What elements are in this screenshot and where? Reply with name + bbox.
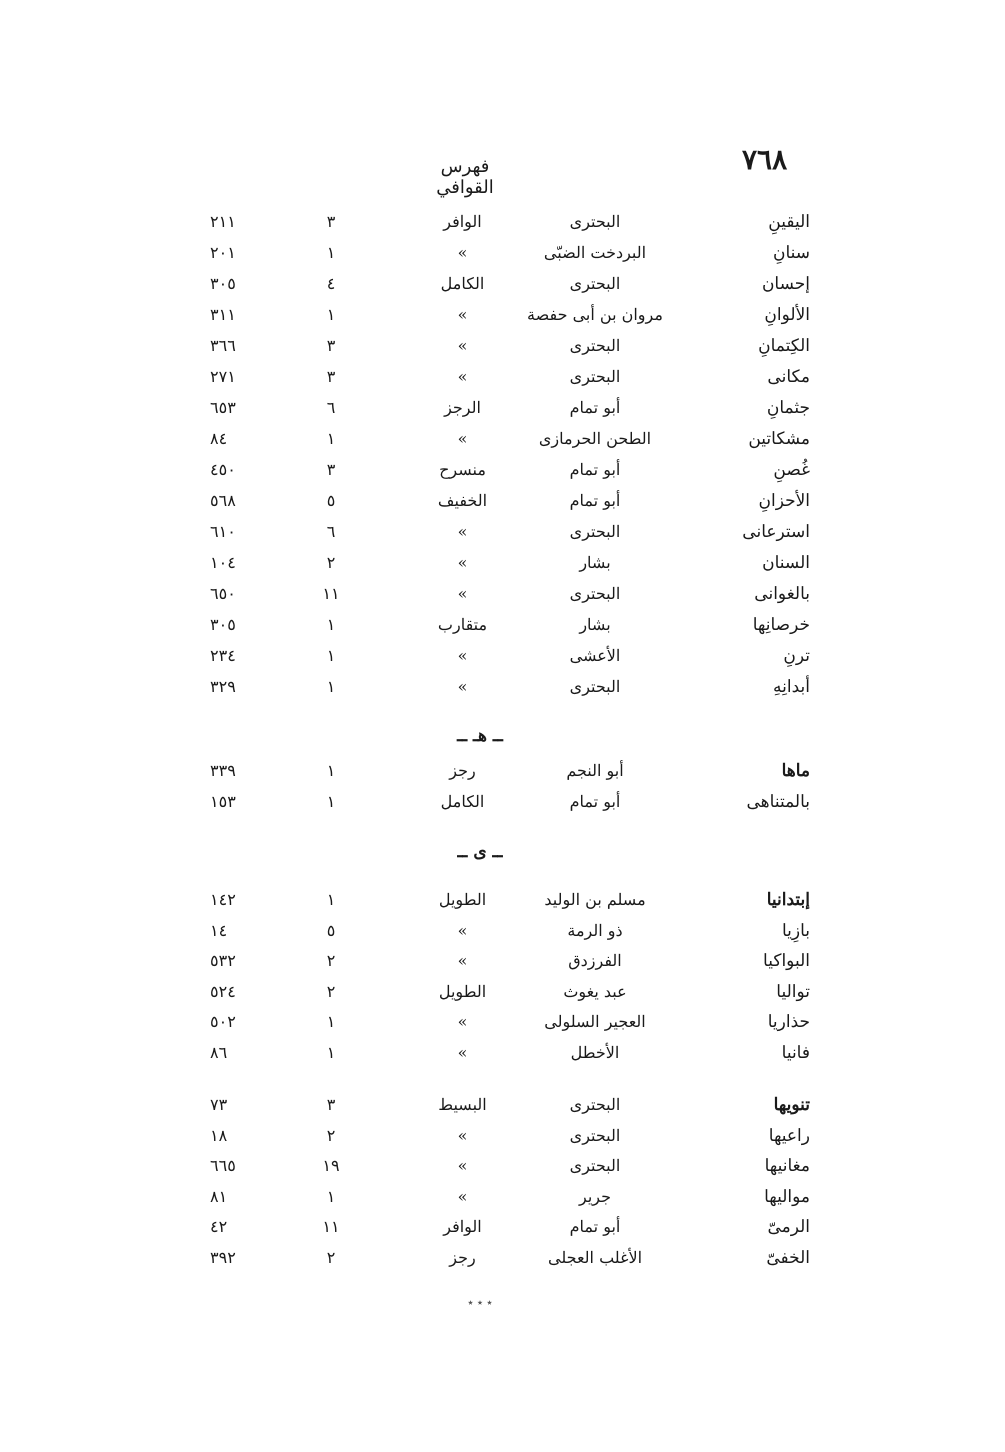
verse-count: ١	[326, 677, 336, 696]
meter-name: رجز	[449, 761, 476, 780]
rhyme-word: تواليا	[776, 981, 810, 1002]
index-row	[0, 1090, 1005, 1120]
meter-name: »	[457, 429, 468, 448]
page-ref: ١٥٣	[210, 792, 236, 811]
poet-name: البحترى	[569, 336, 621, 355]
index-row	[0, 486, 1005, 516]
index-row	[0, 455, 1005, 485]
rhyme-word: بالمتناهى	[746, 792, 810, 812]
verse-count: ١	[326, 243, 336, 262]
index-row	[0, 1151, 1005, 1181]
page-ref: ٦١٠	[210, 522, 236, 541]
poet-name: الأغلب العجلى	[547, 1247, 643, 1267]
poet-name: جرير	[579, 1186, 611, 1206]
verse-count: ١	[326, 792, 336, 811]
rhyme-word: الخفىّ	[766, 1247, 810, 1268]
meter-name: »	[457, 1012, 468, 1032]
verse-count: ٣	[326, 212, 336, 231]
rhyme-word: غُصنِ	[773, 460, 810, 480]
rhyme-word: سنانِ	[772, 243, 810, 263]
poet-name: البحترى	[569, 522, 621, 541]
poet-name: البحترى	[569, 367, 621, 386]
poet-name: البحترى	[569, 212, 621, 231]
verse-count: ٣	[326, 1095, 336, 1114]
index-row	[0, 787, 1005, 817]
page-ref: ١٨	[210, 1125, 228, 1145]
meter-name: »	[457, 646, 468, 665]
verse-count: ٢	[326, 1125, 336, 1145]
page-ref: ٤٥٠	[210, 460, 236, 479]
index-row	[0, 300, 1005, 330]
meter-name: »	[457, 1186, 468, 1206]
index-row	[0, 916, 1005, 946]
rhyme-word: راعيها	[768, 1125, 810, 1146]
poet-name: بشار	[579, 615, 611, 634]
index-row	[0, 424, 1005, 454]
verse-count: ٣	[326, 336, 336, 355]
rhyme-word: إبتدانيا	[766, 890, 810, 910]
page-ref: ٨٤	[210, 429, 228, 448]
meter-name: الخفيف	[437, 491, 488, 510]
index-row	[0, 641, 1005, 671]
page-ref: ٦٦٥	[210, 1156, 236, 1175]
page-ref: ٣٦٦	[210, 336, 236, 355]
page-title: فهرس القوافي	[436, 156, 494, 198]
poet-name: البحترى	[569, 274, 621, 293]
page-ref: ٦٥٣	[210, 398, 236, 417]
poet-name: أبو تمام	[569, 792, 621, 811]
verse-count: ٥	[326, 920, 336, 940]
poet-name: البحترى	[569, 1095, 621, 1114]
verse-count: ١	[326, 305, 336, 324]
page-ref: ٣٠٥	[210, 274, 236, 293]
page-ref: ٣٢٩	[210, 677, 236, 696]
poet-name: ذو الرمة	[567, 920, 623, 940]
poet-name: أبو تمام	[569, 491, 621, 510]
index-row	[0, 362, 1005, 392]
index-row	[0, 672, 1005, 702]
verse-count: ٣	[326, 367, 336, 386]
page-ref: ٤٢	[210, 1217, 228, 1236]
meter-name: الكامل	[440, 792, 485, 811]
rhyme-word: إحسان	[761, 274, 810, 294]
meter-name: الكامل	[440, 274, 485, 293]
verse-count: ١١	[322, 584, 340, 603]
rhyme-word: مكانى	[767, 367, 810, 387]
index-row	[0, 579, 1005, 609]
verse-count: ٢	[326, 981, 336, 1001]
rhyme-word: الألوانِ	[764, 305, 810, 325]
meter-name: »	[457, 336, 468, 355]
poet-name: العجير السلولى	[544, 1012, 646, 1032]
index-row	[0, 756, 1005, 786]
poet-name: أبو تمام	[569, 1217, 621, 1236]
index-row	[0, 977, 1005, 1007]
verse-count: ١	[326, 429, 336, 448]
rhyme-word: تنويها	[773, 1095, 810, 1115]
verse-count: ٦	[326, 522, 336, 541]
index-row	[0, 517, 1005, 547]
index-row	[0, 1243, 1005, 1273]
rhyme-word: الرمىّ	[767, 1217, 810, 1237]
verse-count: ١٩	[322, 1156, 340, 1175]
rhyme-word: ماها	[781, 761, 810, 781]
end-mark: ٭ ٭ ٭	[467, 1296, 493, 1309]
section-heading-ha: ــ هـ ــ	[457, 726, 503, 746]
rhyme-word: الأحزانِ	[758, 491, 810, 511]
poet-name: الأخطل	[570, 1043, 620, 1062]
index-row	[0, 1182, 1005, 1212]
index-row	[0, 1007, 1005, 1037]
verse-count: ١	[326, 1186, 336, 1206]
poet-name: أبو تمام	[569, 460, 621, 479]
poet-name: مروان بن أبى حفصة	[527, 305, 663, 324]
meter-name: »	[457, 677, 468, 696]
index-row	[0, 1212, 1005, 1242]
meter-name: منسرح	[439, 460, 486, 479]
meter-name: الطويل	[438, 890, 487, 909]
rhyme-word: مواليها	[764, 1186, 810, 1207]
meter-name: »	[457, 367, 468, 386]
poet-name: مسلم بن الوليد	[544, 890, 646, 909]
index-row	[0, 946, 1005, 976]
meter-name: الرجز	[444, 398, 481, 417]
poet-name: البردخت الضبّى	[543, 243, 647, 262]
rhyme-word: مغانيها	[764, 1156, 810, 1176]
index-row	[0, 238, 1005, 268]
page-ref: ٣٠٥	[210, 615, 236, 634]
page-ref: ١٤٢	[210, 890, 236, 909]
page-ref: ٢١١	[210, 212, 236, 231]
rhyme-word: ترنِ	[783, 646, 810, 666]
rhyme-word: بازِيا	[781, 920, 810, 941]
poet-name: الأعشى	[569, 646, 621, 665]
page-ref: ٢٠١	[210, 243, 236, 262]
page-ref: ٣٣٩	[210, 761, 236, 780]
index-row	[0, 393, 1005, 423]
meter-name: »	[457, 584, 468, 603]
page-ref: ٧٣	[210, 1095, 228, 1114]
meter-name: »	[457, 1125, 468, 1145]
rhyme-word: البواكيا	[763, 951, 810, 972]
verse-count: ١	[326, 1012, 336, 1032]
poet-name: الفرزدق	[568, 951, 622, 971]
meter-name: »	[457, 1156, 468, 1175]
verse-count: ٢	[326, 951, 336, 971]
page-ref: ٣١١	[210, 305, 236, 324]
page-ref: ٥٢٤	[210, 981, 236, 1001]
page-number: ٧٦٨	[742, 143, 788, 176]
rhyme-word: حذاريا	[767, 1012, 810, 1033]
page-ref: ٦٥٠	[210, 584, 236, 603]
poet-name: البحترى	[569, 677, 621, 696]
meter-name: البسيط	[438, 1095, 487, 1114]
meter-name: الطويل	[438, 981, 487, 1001]
meter-name: »	[457, 920, 468, 940]
meter-name: الوافر	[443, 1217, 482, 1236]
verse-count: ٤	[326, 274, 336, 293]
rhyme-word: بالغوانى	[754, 584, 810, 604]
meter-name: متقارب	[437, 615, 488, 634]
page-ref: ١٠٤	[210, 553, 236, 572]
page-ref: ٢٧١	[210, 367, 236, 386]
rhyme-word: فانيا	[781, 1043, 810, 1063]
section-heading-ya: ــ ى ــ	[457, 842, 503, 862]
verse-count: ١	[326, 761, 336, 780]
page-ref: ٥٦٨	[210, 491, 236, 510]
verse-count: ١	[326, 646, 336, 665]
poet-name: أبو النجم	[566, 761, 624, 780]
page-ref: ٨٦	[210, 1043, 228, 1062]
verse-count: ٢	[326, 553, 336, 572]
index-row	[0, 548, 1005, 578]
index-row	[0, 1121, 1005, 1151]
index-row	[0, 269, 1005, 299]
verse-count: ٢	[326, 1247, 336, 1267]
verse-count: ١	[326, 615, 336, 634]
poet-name: عبد يغوث	[563, 981, 627, 1001]
verse-count: ٦	[326, 398, 336, 417]
meter-name: »	[457, 951, 468, 971]
poet-name: أبو تمام	[569, 398, 621, 417]
index-row	[0, 331, 1005, 361]
rhyme-word: جثمانِ	[766, 398, 810, 418]
page-ref: ٥٠٢	[210, 1012, 236, 1032]
meter-name: »	[457, 305, 468, 324]
verse-count: ٣	[326, 460, 336, 479]
page-ref: ٥٣٢	[210, 951, 236, 971]
meter-name: »	[457, 1043, 468, 1062]
poet-name: البحترى	[569, 1156, 621, 1175]
verse-count: ١	[326, 890, 336, 909]
poet-name: البحترى	[569, 1125, 621, 1145]
index-row	[0, 1038, 1005, 1068]
page-ref: ٢٣٤	[210, 646, 236, 665]
rhyme-word: استرعانى	[742, 522, 810, 542]
meter-name: الوافر	[443, 212, 482, 231]
page-ref: ٨١	[210, 1186, 228, 1206]
rhyme-word: خرصانِها	[752, 615, 810, 635]
meter-name: رجز	[449, 1247, 476, 1267]
poet-name: الطحن الحرمازى	[538, 429, 652, 448]
verse-count: ١	[326, 1043, 336, 1062]
verse-count: ١١	[322, 1217, 340, 1236]
rhyme-word: الكِتمانِ	[758, 336, 810, 356]
rhyme-word: مشكاتين	[748, 429, 810, 449]
index-row	[0, 207, 1005, 237]
rhyme-word: اليقينِ	[768, 212, 810, 232]
page-ref: ١٤	[210, 920, 228, 940]
meter-name: »	[457, 522, 468, 541]
verse-count: ٥	[326, 491, 336, 510]
meter-name: »	[457, 553, 468, 572]
meter-name: »	[457, 243, 468, 262]
index-row	[0, 885, 1005, 915]
rhyme-word: السنان	[762, 553, 810, 573]
index-row	[0, 610, 1005, 640]
page-ref: ٣٩٢	[210, 1247, 236, 1267]
poet-name: البحترى	[569, 584, 621, 603]
poet-name: بشار	[579, 553, 611, 572]
rhyme-word: أبدانِهِ	[773, 677, 810, 697]
